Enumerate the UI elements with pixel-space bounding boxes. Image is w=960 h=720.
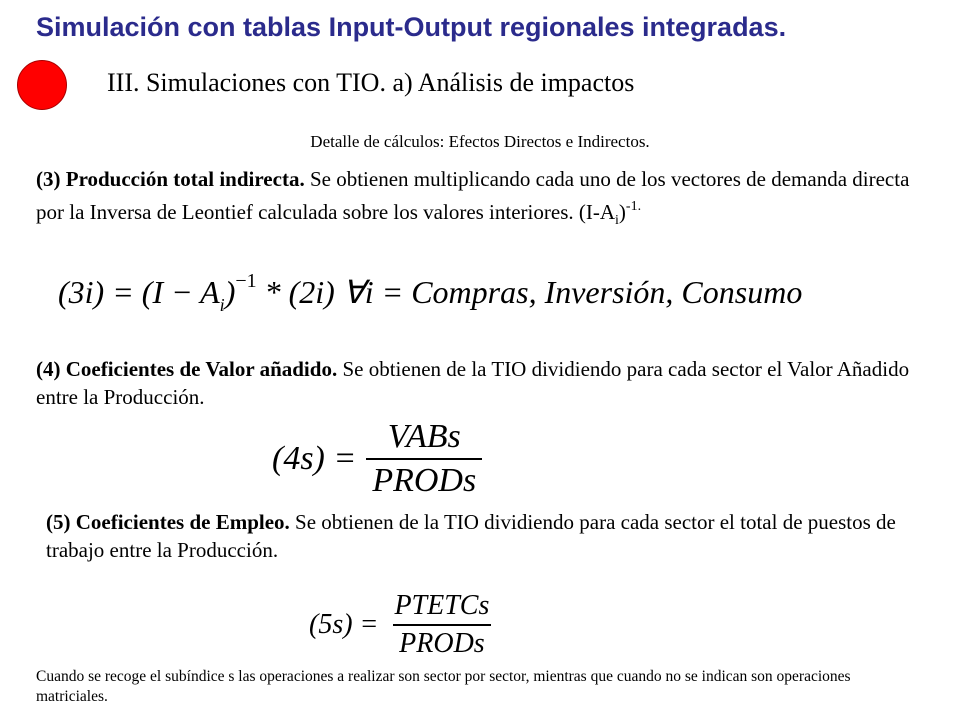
paragraph-3-superscript: -1.	[625, 199, 642, 214]
equation-4-denominator: PRODs	[366, 458, 482, 500]
equation-5	[309, 590, 495, 660]
equation-3-subscript: i	[219, 295, 225, 315]
paragraph-5-heading: (5) Coeficientes de Empleo.	[46, 510, 290, 534]
equation-4-fraction	[366, 418, 482, 500]
paragraph-3-heading: (3) Producción total indirecta.	[36, 167, 305, 191]
equation-4	[272, 418, 482, 500]
equation-5-fraction	[388, 590, 495, 660]
paragraph-4	[36, 355, 916, 411]
paragraph-5	[46, 508, 926, 564]
equation-3-paren: )	[224, 274, 236, 310]
page-title: Simulación con tablas Input-Output regionales integradas.	[36, 12, 787, 42]
equation-3-exponent: −1	[235, 270, 257, 292]
paragraph-4-text: Se obtienen de la TIO dividiendo para cada sector el Valor Añadido entre la Producción.	[36, 357, 910, 409]
paragraph-3-close: )	[618, 200, 626, 224]
paragraph-3-subscript: i	[615, 213, 619, 228]
red-bullet-icon	[17, 60, 67, 110]
paragraph-3-text: Se obtienen multiplicando cada uno de los vectores de demanda directa por la Inversa de Leontief calculada sobre los valores interiores. (I-A	[36, 167, 910, 224]
equation-4-numerator: VABs	[387, 418, 461, 455]
equation-5-denominator: PRODs	[393, 624, 491, 660]
paragraph-3	[36, 165, 916, 235]
paragraph-4-heading: (4) Coeficientes de Valor añadido.	[36, 357, 338, 381]
footnote: Cuando se recoge el subíndice s las operaciones a realizar son sector por sector, mientras que cuando no se indican son operaciones matriciales.	[36, 668, 851, 705]
paragraph-5-text: Se obtienen de la TIO dividiendo para cada sector el total de puestos de trabajo entre la Producción.	[46, 510, 896, 562]
equation-3	[58, 270, 802, 316]
equation-3-rhs: * (2i) ∀i = Compras, Inversión, Consumo	[256, 274, 803, 310]
equation-4-lhs: (4s) =	[272, 440, 357, 477]
equation-5-numerator: PTETCs	[394, 590, 490, 621]
detail-heading: Detalle de cálculos: Efectos Directos e Indirectos.	[310, 132, 650, 151]
equation-5-lhs: (5s) =	[309, 609, 379, 640]
equation-3-lhs: (3i) = (I − A	[58, 274, 220, 310]
section-subtitle: III. Simulaciones con TIO. a) Análisis de impactos	[107, 68, 635, 97]
